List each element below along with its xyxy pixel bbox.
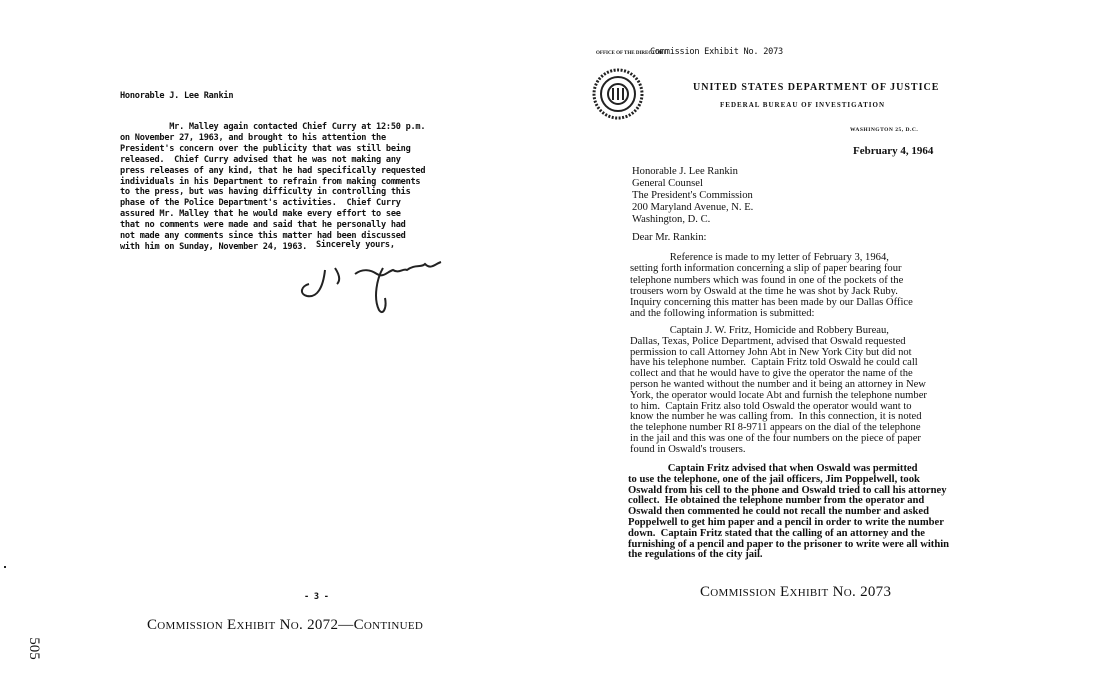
text-line: phase of the Police Department's activities. Chief Curry — [120, 198, 401, 209]
text-line: on November 27, 1963, and brought to his attention the — [120, 132, 386, 143]
text-line: and the following information is submitted: — [630, 308, 815, 320]
text-line: have his telephone number. Captain Fritz told Oswald he could call — [630, 357, 918, 369]
signature — [295, 258, 475, 318]
text-line: press releases of any kind, that he had specifically requested — [120, 165, 426, 176]
text-line: collect. He obtained the telephone number from the operator and — [628, 495, 925, 507]
text-line: Reference is made to my letter of February 3, 1964, — [630, 252, 889, 263]
text-line: assured Mr. Malley that he would make every effort to see — [120, 209, 401, 220]
text-line: Honorable J. Lee Rankin — [632, 166, 738, 177]
text-line: person he wanted without the number and it being an attorney in New — [630, 378, 926, 390]
text-line: Inquiry concerning this matter has been made by our Dallas Office — [630, 297, 913, 309]
text-line: down. Captain Fritz stated that the calling of an attorney and the — [628, 527, 925, 539]
greeting: Dear Mr. Rankin: — [632, 232, 707, 243]
page-number: - 3 - — [304, 592, 329, 602]
text-line: know the number he was calling from. In this connection, it is noted — [630, 411, 922, 423]
text-line: President's concern over the publicity that was still being — [120, 143, 411, 154]
left-body-paragraph — [120, 122, 425, 253]
text-line: General Counsel — [632, 178, 703, 190]
left-salutation: Honorable J. Lee Rankin — [120, 91, 234, 101]
text-line: with him on Sunday, November 24, 1963. — [120, 241, 308, 252]
text-line: Oswald from his cell to the phone and Oswald tried to call his attorney — [628, 484, 947, 496]
text-line: 200 Maryland Avenue, N. E. — [632, 202, 754, 214]
text-line: the telephone number RI 8-9711 appears on the dial of the telephone — [630, 422, 921, 434]
text-line: collect and that he would have to give the operator the name of the — [630, 368, 913, 380]
left-closing: Sincerely yours, — [316, 240, 395, 250]
text-line: furnishing of a pencil and paper to the prisoner to write were all within — [628, 538, 950, 550]
text-line: permission to call Attorney John Abt in New York City but did not — [630, 346, 912, 358]
text-line: Captain Fritz advised that when Oswald was permitted — [628, 463, 918, 474]
right-exhibit-caption: Commission Exhibit No. 2073 — [700, 584, 892, 600]
text-line: Oswald then commented he could not recall the number and asked — [628, 506, 929, 518]
agency-title: UNITED STATES DEPARTMENT OF JUSTICE — [693, 82, 940, 93]
text-line: individuals in his Department to refrain from making comments — [120, 176, 421, 187]
text-line: released. Chief Curry advised that he was not making any — [120, 154, 401, 165]
stamp-office: OFFICE OF THE DIRECTOR — [596, 51, 663, 56]
letter-date: February 4, 1964 — [853, 145, 934, 157]
letter-paragraph — [628, 464, 949, 561]
text-line: Captain J. W. Fritz, Homicide and Robbery Bureau, — [630, 325, 889, 336]
text-line: Dallas, Texas, Police Department, advised that Oswald requested — [630, 335, 906, 347]
text-line: not made any comments since this matter had been discussed — [120, 231, 406, 242]
letter-paragraph — [630, 252, 913, 320]
text-line: the regulations of the city jail. — [628, 549, 763, 561]
bureau-title: FEDERAL BUREAU OF INVESTIGATION — [720, 101, 885, 109]
text-line: in the jail and this was one of the four numbers on the piece of paper — [630, 432, 921, 444]
text-line: telephone numbers which was found in one of the pockets of the — [630, 274, 904, 286]
text-line: to him. Captain Fritz also told Oswald the operator would want to — [630, 400, 912, 412]
left-exhibit-caption: Commission Exhibit No. 2072—Continued — [147, 617, 424, 633]
text-line: York, the operator would locate Abt and furnish the telephone number — [630, 389, 927, 401]
volume-page-number: 505 — [25, 637, 42, 660]
letterhead-location: WASHINGTON 25, D.C. — [850, 127, 919, 133]
text-line: setting forth information concerning a slip of paper bearing four — [630, 263, 902, 275]
recipient-address — [632, 166, 753, 226]
fbi-seal-icon — [592, 68, 644, 120]
text-line: found in Oswald's trousers. — [630, 443, 746, 455]
text-line: The President's Commission — [632, 190, 753, 202]
text-line: to use the telephone, one of the jail officers, Jim Poppelwell, took — [628, 473, 920, 485]
text-line: trousers worn by Oswald at the time he was shot by Jack Ruby. — [630, 285, 898, 297]
text-line: Mr. Malley again contacted Chief Curry at 12:50 p.m. — [120, 122, 426, 132]
letter-paragraph — [630, 326, 927, 456]
text-line: Washington, D. C. — [632, 214, 711, 226]
exhibit-stamp: Commission Exhibit No. 2073 — [650, 47, 783, 57]
text-line: to the press, but was having difficulty in controlling this — [120, 187, 411, 198]
scan-speck — [4, 566, 6, 568]
text-line: that no comments were made and said that he personally had — [120, 220, 406, 231]
text-line: Poppelwell to get him paper and a pencil in order to write the number — [628, 516, 944, 528]
